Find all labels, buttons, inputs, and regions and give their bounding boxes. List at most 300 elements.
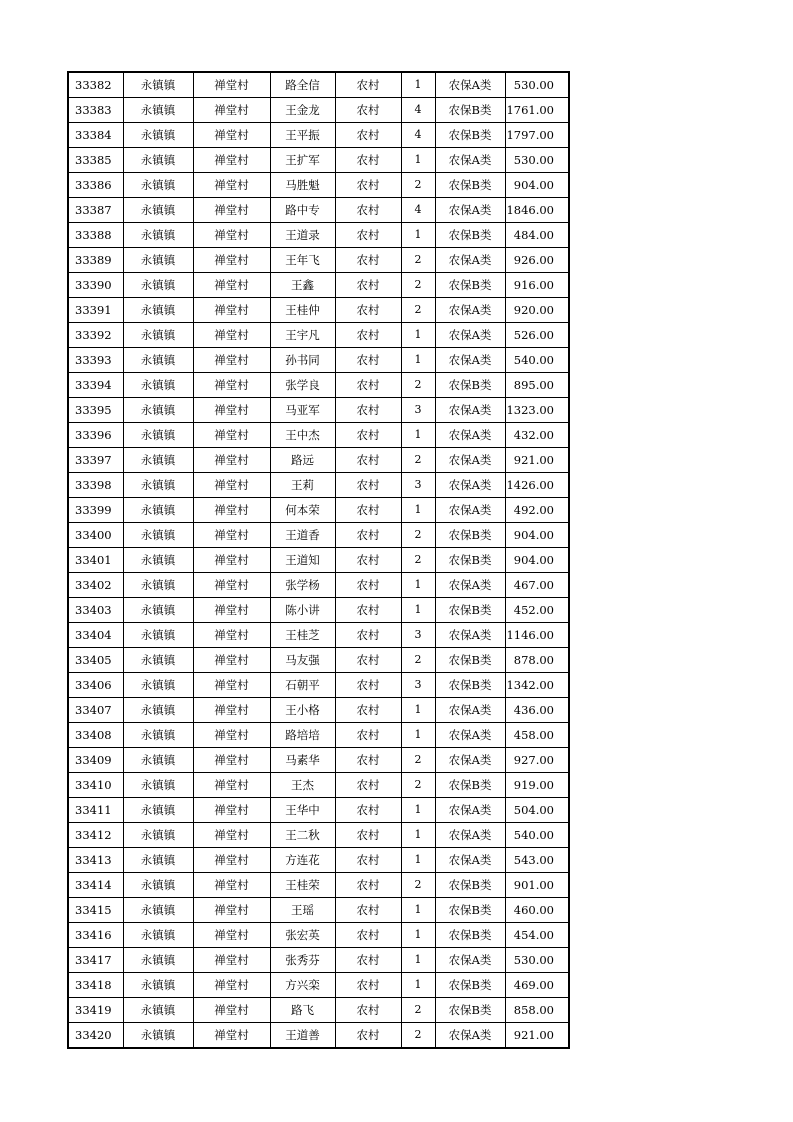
record-id-cell: 33407 <box>68 698 123 723</box>
area-type-cell: 农村 <box>335 72 401 98</box>
village-cell: 禅堂村 <box>193 523 270 548</box>
area-type-cell: 农村 <box>335 673 401 698</box>
table-row <box>68 448 569 473</box>
village-cell: 禅堂村 <box>193 898 270 923</box>
name-cell: 张秀芬 <box>270 948 335 973</box>
area-type-cell: 农村 <box>335 573 401 598</box>
category-cell: 农保A类 <box>435 748 505 773</box>
town-cell: 永镇镇 <box>123 698 193 723</box>
category-cell: 农保A类 <box>435 248 505 273</box>
village-cell: 禅堂村 <box>193 398 270 423</box>
area-type-cell: 农村 <box>335 348 401 373</box>
table-row <box>68 423 569 448</box>
village-cell: 禅堂村 <box>193 323 270 348</box>
category-cell: 农保A类 <box>435 72 505 98</box>
record-id-cell: 33397 <box>68 448 123 473</box>
record-id-cell: 33389 <box>68 248 123 273</box>
name-cell: 马素华 <box>270 748 335 773</box>
category-cell: 农保A类 <box>435 473 505 498</box>
village-cell: 禅堂村 <box>193 448 270 473</box>
record-id-cell: 33410 <box>68 773 123 798</box>
area-type-cell: 农村 <box>335 548 401 573</box>
village-cell: 禅堂村 <box>193 498 270 523</box>
name-cell: 陈小讲 <box>270 598 335 623</box>
name-cell: 王道知 <box>270 548 335 573</box>
area-type-cell: 农村 <box>335 798 401 823</box>
table-row <box>68 748 569 773</box>
household-count-cell: 4 <box>401 198 435 223</box>
table-row <box>68 673 569 698</box>
category-cell: 农保A类 <box>435 448 505 473</box>
record-id-cell: 33415 <box>68 898 123 923</box>
amount-cell: 1323.00 <box>505 398 569 423</box>
town-cell: 永镇镇 <box>123 498 193 523</box>
amount-cell: 921.00 <box>505 1023 569 1049</box>
household-count-cell: 1 <box>401 923 435 948</box>
category-cell: 农保A类 <box>435 423 505 448</box>
table-row <box>68 348 569 373</box>
household-count-cell: 2 <box>401 873 435 898</box>
record-id-cell: 33395 <box>68 398 123 423</box>
amount-cell: 460.00 <box>505 898 569 923</box>
town-cell: 永镇镇 <box>123 648 193 673</box>
category-cell: 农保A类 <box>435 148 505 173</box>
amount-cell: 452.00 <box>505 598 569 623</box>
village-cell: 禅堂村 <box>193 423 270 448</box>
table-row <box>68 598 569 623</box>
category-cell: 农保A类 <box>435 398 505 423</box>
name-cell: 王莉 <box>270 473 335 498</box>
table-row <box>68 98 569 123</box>
village-cell: 禅堂村 <box>193 223 270 248</box>
category-cell: 农保B类 <box>435 523 505 548</box>
area-type-cell: 农村 <box>335 648 401 673</box>
name-cell: 路远 <box>270 448 335 473</box>
amount-cell: 878.00 <box>505 648 569 673</box>
name-cell: 路飞 <box>270 998 335 1023</box>
town-cell: 永镇镇 <box>123 973 193 998</box>
record-id-cell: 33408 <box>68 723 123 748</box>
table-body <box>68 72 569 1048</box>
table-row <box>68 298 569 323</box>
name-cell: 王二秋 <box>270 823 335 848</box>
area-type-cell: 农村 <box>335 523 401 548</box>
household-count-cell: 1 <box>401 948 435 973</box>
area-type-cell: 农村 <box>335 148 401 173</box>
area-type-cell: 农村 <box>335 698 401 723</box>
table-row <box>68 523 569 548</box>
village-cell: 禅堂村 <box>193 598 270 623</box>
household-count-cell: 3 <box>401 623 435 648</box>
household-count-cell: 2 <box>401 998 435 1023</box>
category-cell: 农保A类 <box>435 798 505 823</box>
table-row <box>68 723 569 748</box>
category-cell: 农保B类 <box>435 173 505 198</box>
record-id-cell: 33413 <box>68 848 123 873</box>
table-row <box>68 948 569 973</box>
record-id-cell: 33411 <box>68 798 123 823</box>
village-cell: 禅堂村 <box>193 573 270 598</box>
record-id-cell: 33392 <box>68 323 123 348</box>
category-cell: 农保B类 <box>435 123 505 148</box>
town-cell: 永镇镇 <box>123 598 193 623</box>
table-row <box>68 923 569 948</box>
area-type-cell: 农村 <box>335 773 401 798</box>
name-cell: 王道香 <box>270 523 335 548</box>
category-cell: 农保A类 <box>435 723 505 748</box>
area-type-cell: 农村 <box>335 998 401 1023</box>
area-type-cell: 农村 <box>335 498 401 523</box>
category-cell: 农保B类 <box>435 898 505 923</box>
name-cell: 何本荣 <box>270 498 335 523</box>
name-cell: 王道善 <box>270 1023 335 1049</box>
town-cell: 永镇镇 <box>123 798 193 823</box>
household-count-cell: 2 <box>401 748 435 773</box>
category-cell: 农保B类 <box>435 923 505 948</box>
table-row <box>68 148 569 173</box>
category-cell: 农保B类 <box>435 548 505 573</box>
area-type-cell: 农村 <box>335 198 401 223</box>
category-cell: 农保A类 <box>435 948 505 973</box>
table-row <box>68 623 569 648</box>
table-row <box>68 773 569 798</box>
amount-cell: 436.00 <box>505 698 569 723</box>
household-count-cell: 2 <box>401 548 435 573</box>
record-id-cell: 33417 <box>68 948 123 973</box>
area-type-cell: 农村 <box>335 598 401 623</box>
table-row <box>68 873 569 898</box>
record-id-cell: 33420 <box>68 1023 123 1049</box>
name-cell: 马友强 <box>270 648 335 673</box>
record-id-cell: 33416 <box>68 923 123 948</box>
amount-cell: 484.00 <box>505 223 569 248</box>
record-id-cell: 33400 <box>68 523 123 548</box>
town-cell: 永镇镇 <box>123 148 193 173</box>
category-cell: 农保A类 <box>435 323 505 348</box>
amount-cell: 858.00 <box>505 998 569 1023</box>
record-id-cell: 33414 <box>68 873 123 898</box>
table-row <box>68 473 569 498</box>
name-cell: 方连花 <box>270 848 335 873</box>
household-count-cell: 2 <box>401 523 435 548</box>
amount-cell: 543.00 <box>505 848 569 873</box>
town-cell: 永镇镇 <box>123 298 193 323</box>
town-cell: 永镇镇 <box>123 898 193 923</box>
village-cell: 禅堂村 <box>193 148 270 173</box>
town-cell: 永镇镇 <box>123 423 193 448</box>
name-cell: 王平振 <box>270 123 335 148</box>
amount-cell: 1761.00 <box>505 98 569 123</box>
record-id-cell: 33405 <box>68 648 123 673</box>
category-cell: 农保B类 <box>435 598 505 623</box>
area-type-cell: 农村 <box>335 898 401 923</box>
name-cell: 王桂荣 <box>270 873 335 898</box>
town-cell: 永镇镇 <box>123 773 193 798</box>
record-id-cell: 33384 <box>68 123 123 148</box>
record-id-cell: 33409 <box>68 748 123 773</box>
household-count-cell: 2 <box>401 773 435 798</box>
table-row <box>68 548 569 573</box>
category-cell: 农保B类 <box>435 273 505 298</box>
village-cell: 禅堂村 <box>193 623 270 648</box>
household-count-cell: 4 <box>401 98 435 123</box>
town-cell: 永镇镇 <box>123 948 193 973</box>
town-cell: 永镇镇 <box>123 123 193 148</box>
table-row <box>68 248 569 273</box>
village-cell: 禅堂村 <box>193 698 270 723</box>
area-type-cell: 农村 <box>335 98 401 123</box>
household-count-cell: 1 <box>401 823 435 848</box>
name-cell: 方兴栾 <box>270 973 335 998</box>
category-cell: 农保A类 <box>435 823 505 848</box>
town-cell: 永镇镇 <box>123 373 193 398</box>
town-cell: 永镇镇 <box>123 323 193 348</box>
village-cell: 禅堂村 <box>193 873 270 898</box>
household-count-cell: 2 <box>401 1023 435 1049</box>
household-count-cell: 3 <box>401 473 435 498</box>
town-cell: 永镇镇 <box>123 248 193 273</box>
household-count-cell: 1 <box>401 698 435 723</box>
amount-cell: 1846.00 <box>505 198 569 223</box>
record-id-cell: 33406 <box>68 673 123 698</box>
amount-cell: 921.00 <box>505 448 569 473</box>
town-cell: 永镇镇 <box>123 848 193 873</box>
name-cell: 石朝平 <box>270 673 335 698</box>
household-count-cell: 1 <box>401 223 435 248</box>
area-type-cell: 农村 <box>335 448 401 473</box>
record-id-cell: 33419 <box>68 998 123 1023</box>
household-count-cell: 1 <box>401 348 435 373</box>
village-cell: 禅堂村 <box>193 248 270 273</box>
category-cell: 农保B类 <box>435 648 505 673</box>
household-count-cell: 2 <box>401 173 435 198</box>
village-cell: 禅堂村 <box>193 72 270 98</box>
town-cell: 永镇镇 <box>123 448 193 473</box>
category-cell: 农保B类 <box>435 998 505 1023</box>
area-type-cell: 农村 <box>335 248 401 273</box>
village-cell: 禅堂村 <box>193 848 270 873</box>
town-cell: 永镇镇 <box>123 923 193 948</box>
town-cell: 永镇镇 <box>123 573 193 598</box>
town-cell: 永镇镇 <box>123 223 193 248</box>
town-cell: 永镇镇 <box>123 1023 193 1049</box>
village-cell: 禅堂村 <box>193 948 270 973</box>
table-row <box>68 398 569 423</box>
area-type-cell: 农村 <box>335 323 401 348</box>
amount-cell: 530.00 <box>505 148 569 173</box>
area-type-cell: 农村 <box>335 173 401 198</box>
name-cell: 路培培 <box>270 723 335 748</box>
record-id-cell: 33398 <box>68 473 123 498</box>
area-type-cell: 农村 <box>335 273 401 298</box>
category-cell: 农保A类 <box>435 573 505 598</box>
area-type-cell: 农村 <box>335 848 401 873</box>
name-cell: 张宏英 <box>270 923 335 948</box>
name-cell: 张学杨 <box>270 573 335 598</box>
area-type-cell: 农村 <box>335 473 401 498</box>
amount-cell: 916.00 <box>505 273 569 298</box>
household-count-cell: 4 <box>401 123 435 148</box>
town-cell: 永镇镇 <box>123 398 193 423</box>
area-type-cell: 农村 <box>335 923 401 948</box>
household-count-cell: 1 <box>401 898 435 923</box>
record-id-cell: 33386 <box>68 173 123 198</box>
record-id-cell: 33404 <box>68 623 123 648</box>
record-id-cell: 33393 <box>68 348 123 373</box>
village-cell: 禅堂村 <box>193 98 270 123</box>
village-cell: 禅堂村 <box>193 973 270 998</box>
category-cell: 农保A类 <box>435 298 505 323</box>
household-count-cell: 1 <box>401 723 435 748</box>
town-cell: 永镇镇 <box>123 348 193 373</box>
household-count-cell: 1 <box>401 72 435 98</box>
amount-cell: 895.00 <box>505 373 569 398</box>
village-cell: 禅堂村 <box>193 198 270 223</box>
table-row <box>68 573 569 598</box>
category-cell: 农保A类 <box>435 848 505 873</box>
amount-cell: 1146.00 <box>505 623 569 648</box>
record-id-cell: 33396 <box>68 423 123 448</box>
town-cell: 永镇镇 <box>123 873 193 898</box>
village-cell: 禅堂村 <box>193 473 270 498</box>
town-cell: 永镇镇 <box>123 823 193 848</box>
village-cell: 禅堂村 <box>193 673 270 698</box>
name-cell: 王杰 <box>270 773 335 798</box>
amount-cell: 904.00 <box>505 173 569 198</box>
household-count-cell: 1 <box>401 573 435 598</box>
amount-cell: 530.00 <box>505 948 569 973</box>
town-cell: 永镇镇 <box>123 548 193 573</box>
category-cell: 农保A类 <box>435 623 505 648</box>
record-id-cell: 33412 <box>68 823 123 848</box>
area-type-cell: 农村 <box>335 623 401 648</box>
record-id-cell: 33390 <box>68 273 123 298</box>
amount-cell: 540.00 <box>505 348 569 373</box>
household-count-cell: 1 <box>401 498 435 523</box>
category-cell: 农保A类 <box>435 698 505 723</box>
category-cell: 农保A类 <box>435 348 505 373</box>
category-cell: 农保B类 <box>435 373 505 398</box>
household-count-cell: 1 <box>401 598 435 623</box>
record-id-cell: 33383 <box>68 98 123 123</box>
table-row <box>68 698 569 723</box>
village-cell: 禅堂村 <box>193 298 270 323</box>
amount-cell: 926.00 <box>505 248 569 273</box>
amount-cell: 526.00 <box>505 323 569 348</box>
table-row <box>68 173 569 198</box>
category-cell: 农保B类 <box>435 98 505 123</box>
amount-cell: 454.00 <box>505 923 569 948</box>
town-cell: 永镇镇 <box>123 748 193 773</box>
name-cell: 王小格 <box>270 698 335 723</box>
record-id-cell: 33385 <box>68 148 123 173</box>
name-cell: 王桂仲 <box>270 298 335 323</box>
category-cell: 农保B类 <box>435 673 505 698</box>
name-cell: 马亚军 <box>270 398 335 423</box>
village-cell: 禅堂村 <box>193 173 270 198</box>
household-count-cell: 3 <box>401 398 435 423</box>
amount-cell: 904.00 <box>505 548 569 573</box>
area-type-cell: 农村 <box>335 298 401 323</box>
category-cell: 农保B类 <box>435 873 505 898</box>
table-row <box>68 648 569 673</box>
village-cell: 禅堂村 <box>193 773 270 798</box>
name-cell: 孙书同 <box>270 348 335 373</box>
name-cell: 路中专 <box>270 198 335 223</box>
amount-cell: 458.00 <box>505 723 569 748</box>
town-cell: 永镇镇 <box>123 98 193 123</box>
area-type-cell: 农村 <box>335 973 401 998</box>
table-row <box>68 898 569 923</box>
table-row <box>68 998 569 1023</box>
amount-cell: 432.00 <box>505 423 569 448</box>
town-cell: 永镇镇 <box>123 72 193 98</box>
data-table <box>67 71 570 1049</box>
area-type-cell: 农村 <box>335 748 401 773</box>
record-id-cell: 33401 <box>68 548 123 573</box>
household-count-cell: 1 <box>401 148 435 173</box>
village-cell: 禅堂村 <box>193 273 270 298</box>
area-type-cell: 农村 <box>335 823 401 848</box>
household-count-cell: 1 <box>401 323 435 348</box>
table-row <box>68 1023 569 1049</box>
category-cell: 农保A类 <box>435 198 505 223</box>
table-row <box>68 123 569 148</box>
household-count-cell: 2 <box>401 373 435 398</box>
amount-cell: 904.00 <box>505 523 569 548</box>
table-row <box>68 72 569 98</box>
village-cell: 禅堂村 <box>193 648 270 673</box>
record-id-cell: 33382 <box>68 72 123 98</box>
amount-cell: 469.00 <box>505 973 569 998</box>
name-cell: 张学良 <box>270 373 335 398</box>
village-cell: 禅堂村 <box>193 123 270 148</box>
amount-cell: 540.00 <box>505 823 569 848</box>
name-cell: 王中杰 <box>270 423 335 448</box>
record-id-cell: 33391 <box>68 298 123 323</box>
village-cell: 禅堂村 <box>193 1023 270 1049</box>
table-row <box>68 198 569 223</box>
village-cell: 禅堂村 <box>193 548 270 573</box>
record-id-cell: 33403 <box>68 598 123 623</box>
amount-cell: 919.00 <box>505 773 569 798</box>
category-cell: 农保A类 <box>435 1023 505 1049</box>
name-cell: 路全信 <box>270 72 335 98</box>
name-cell: 王瑶 <box>270 898 335 923</box>
village-cell: 禅堂村 <box>193 998 270 1023</box>
name-cell: 王年飞 <box>270 248 335 273</box>
table-row <box>68 973 569 998</box>
household-count-cell: 2 <box>401 448 435 473</box>
town-cell: 永镇镇 <box>123 473 193 498</box>
amount-cell: 1426.00 <box>505 473 569 498</box>
name-cell: 王鑫 <box>270 273 335 298</box>
record-id-cell: 33418 <box>68 973 123 998</box>
amount-cell: 920.00 <box>505 298 569 323</box>
village-cell: 禅堂村 <box>193 723 270 748</box>
name-cell: 王华中 <box>270 798 335 823</box>
category-cell: 农保B类 <box>435 223 505 248</box>
table-row <box>68 373 569 398</box>
town-cell: 永镇镇 <box>123 173 193 198</box>
amount-cell: 1342.00 <box>505 673 569 698</box>
record-id-cell: 33394 <box>68 373 123 398</box>
table-row <box>68 273 569 298</box>
area-type-cell: 农村 <box>335 948 401 973</box>
village-cell: 禅堂村 <box>193 373 270 398</box>
amount-cell: 1797.00 <box>505 123 569 148</box>
name-cell: 王宇凡 <box>270 323 335 348</box>
